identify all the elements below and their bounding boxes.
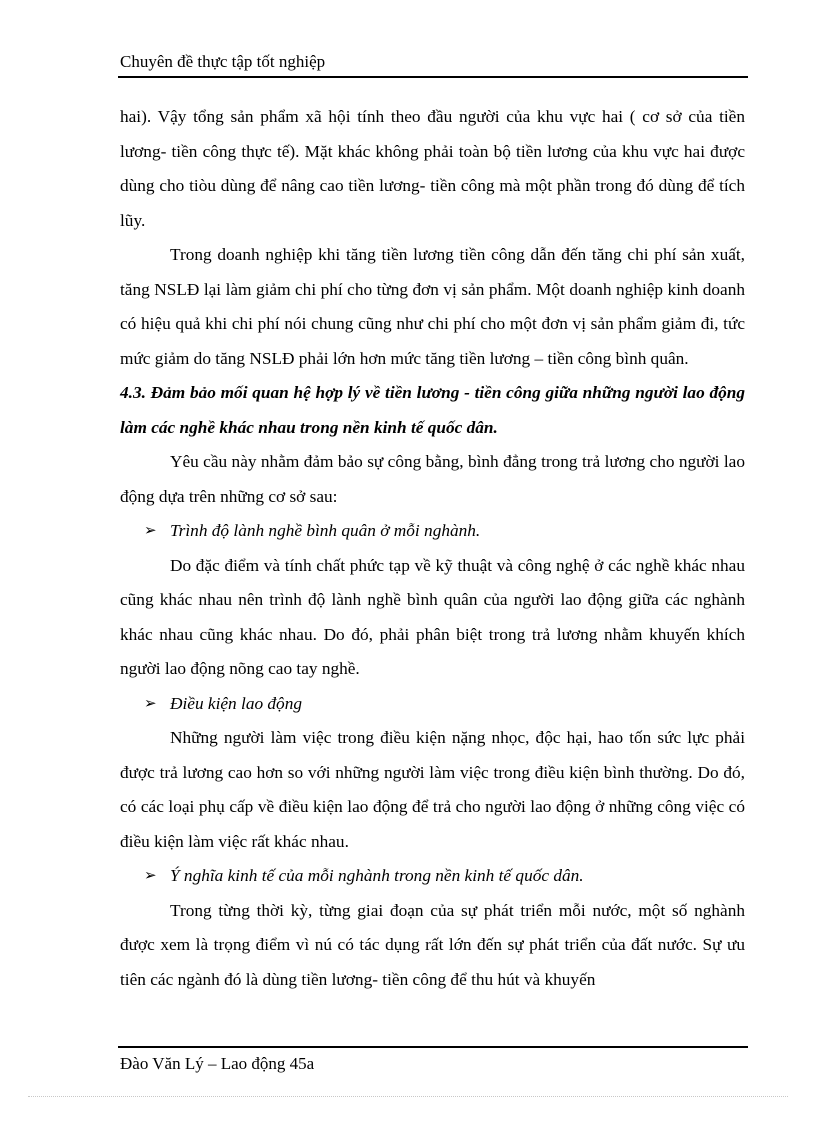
paragraph-3: Yêu cầu này nhằm đảm bảo sự công bằng, bình đẳng trong trả lương cho người lao động dựa trên những cơ sở sau: (120, 452, 745, 506)
paragraph-4: Do đặc điểm và tính chất phức tạp về kỹ thuật và công nghệ ở các nghề khác nhau cũng khác nhau nên trình độ lành nghề bình quân của người lao động giữa các nghành khác nhau cũng khác nhau. Do đó, phải phân biệt trong trả lương nhằm khuyến khích người lao động nõng cao tay nghề. (120, 555, 745, 678)
page-bottom-dotted-border (28, 1096, 788, 1097)
footer-divider (118, 1046, 748, 1048)
header-divider (118, 76, 748, 78)
bullet-item-3 (120, 859, 745, 894)
arrow-bullet-icon: ➢ (144, 695, 157, 712)
bullet-item-1 (120, 514, 745, 549)
paragraph-5: Những người làm việc trong điều kiện nặng nhọc, độc hại, hao tốn sức lực phải được trả lương cao hơn so với những người làm việc trong điều kiện bình thường. Do đó, có các loại phụ cấp về điều kiện lao động để trả cho người lao động ở những công việc có điều kiện làm việc rất khác nhau. (120, 728, 745, 851)
page-header: Chuyên đề thực tập tốt nghiệp (120, 52, 326, 71)
paragraph-1: hai). Vậy tổng sản phẩm xã hội tính theo đầu người của khu vực hai ( cơ sở của tiền lương- tiền công thực tế). Mặt khác không phải toàn bộ tiền lương của khu vực hai được dùng cho tiòu dùng để nâng cao tiền lương- tiền công mà một phần trong đó dùng để tích lũy. (120, 107, 745, 230)
document-body (120, 100, 745, 997)
arrow-bullet-icon: ➢ (144, 523, 157, 539)
bullet-item-2-text: Điều kiện lao động (170, 693, 302, 713)
bullet-item-1-text: Trình độ lành nghề bình quân ở mỗi nghành. (170, 521, 481, 540)
paragraph-6: Trong từng thời kỳ, từng giai đoạn của sự phát triển mỗi nước, một số nghành được xem là trọng điểm vì nú có tác dụng rất lớn đến sự phát triển của đất nước. Sự ưu tiên các ngành đó là dùng tiền lương- tiền công để thu hút và khuyến (120, 900, 745, 989)
section-heading: 4.3. Đảm bảo mối quan hệ hợp lý về tiền lương - tiền công giữa những người lao động làm các nghề khác nhau trong nền kinh tế quốc dân. (120, 383, 745, 437)
arrow-bullet-icon: ➢ (144, 868, 157, 884)
paragraph-2: Trong doanh nghiệp khi tăng tiền lương tiền công dẫn đến tăng chi phí sản xuất, tăng NSLĐ lại làm giảm chi phí cho từng đơn vị sản phẩm. Một doanh nghiệp kinh doanh có hiệu quả khi chi phí nói chung cũng như chi phí cho một đơn vị sản phẩm giảm đi, tức mức giảm do tăng NSLĐ phải lớn hơn mức tăng tiền lương – tiền công bình quân. (120, 245, 745, 368)
page-footer: Đào Văn Lý – Lao động 45a (120, 1054, 315, 1073)
bullet-item-2 (120, 687, 745, 722)
bullet-item-3-text: Ý nghĩa kinh tế của mỗi nghành trong nền kinh tế quốc dân. (170, 866, 584, 885)
